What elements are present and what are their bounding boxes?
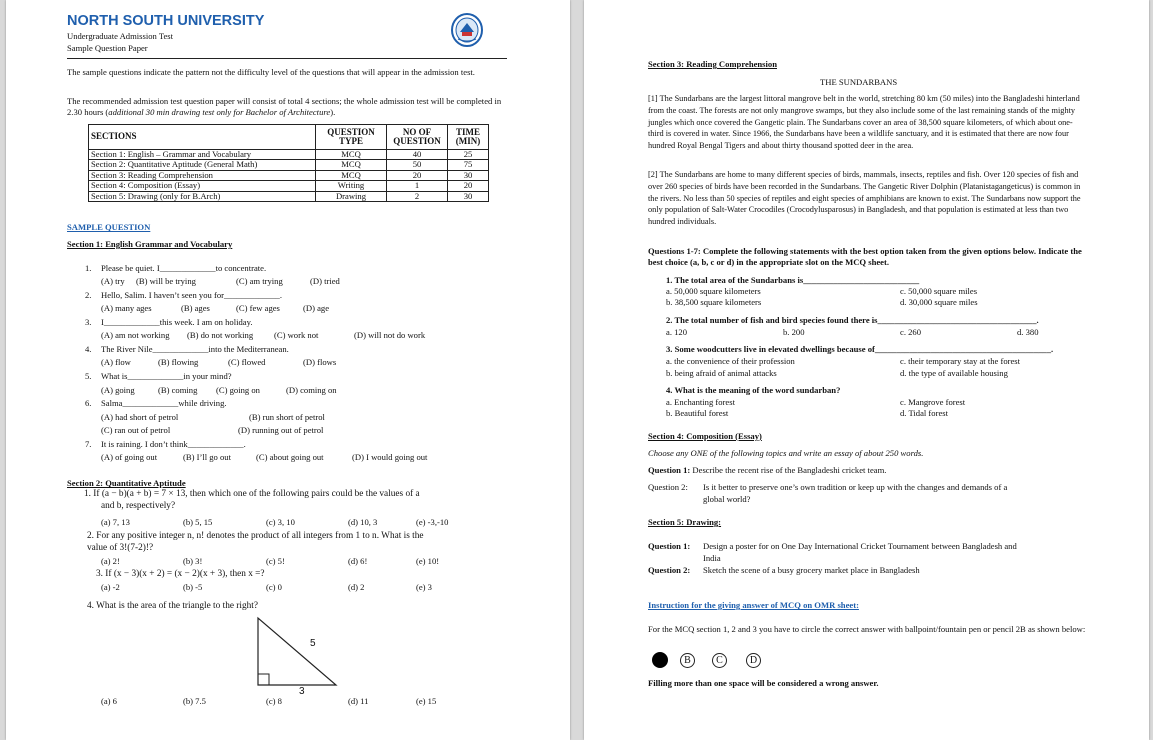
reading-instructions: Questions 1-7: Complete the following statements with the best option taken from the given options below. Indicate the best choice (a, b, c or d) in the appropriate slot on the MCQ sheet. (648, 246, 1082, 267)
table-header-row (89, 125, 489, 150)
subtitle-admission-test: Undergraduate Admission Test (67, 31, 174, 41)
eng-q3-number: 3. (85, 317, 92, 327)
reading-q4-option: b. Beautiful forest (666, 408, 729, 418)
sample-question-heading: SAMPLE QUESTION (67, 222, 151, 232)
eng-q6-option: (C) ran out of petrol (101, 425, 171, 435)
bubble-d-icon: D (746, 653, 761, 668)
eng-q3-option: (C) work not (274, 330, 319, 340)
sections-table (88, 124, 489, 202)
bubble-b-icon: B (680, 653, 695, 668)
eng-q2-option: (D) age (303, 303, 330, 313)
eng-q7-option: (D) I would going out (352, 452, 428, 462)
essay-question-1: Question 1: Describe the recent rise of the Bangladeshi cricket team. (648, 465, 887, 475)
omr-warning: Filling more than one space will be considered a wrong answer. (648, 678, 879, 688)
math-q2-stem: 2. For any positive integer n, n! denotes the product of all integers from 1 to n. What is the (87, 531, 424, 541)
math-q3-option: (d) 2 (348, 582, 365, 592)
reading-q1-stem: 1. The total area of the Sundarbans is___________________________ (666, 275, 920, 285)
reading-q1-option: b. 38,500 square kilometers (666, 297, 762, 307)
university-seal-logo (450, 12, 484, 48)
table-row: Section 4: Composition (Essay) Writing 1 20 (89, 181, 489, 191)
eng-q3-stem: I_____________this week. I am on holiday. (101, 317, 253, 327)
math-q3-option: (a) -2 (101, 582, 120, 592)
math-q4-stem: 4. What is the area of the triangle to the right? (87, 601, 258, 611)
drawing-question-2-label: Question 2: (648, 565, 691, 575)
section2-heading: Section 2: Quantitative Aptitude (67, 478, 186, 488)
section4-heading: Section 4: Composition (Essay) (648, 431, 762, 441)
reading-q2-option: b. 200 (783, 327, 805, 337)
header-question-type: QUESTION TYPE (316, 125, 387, 150)
header-rule (67, 58, 507, 59)
eng-q6-option: (B) run short of petrol (249, 412, 325, 422)
reading-q4-option: a. Enchanting forest (666, 397, 735, 407)
eng-q3-option: (B) do not working (187, 330, 254, 340)
eng-q2-option: (B) ages (181, 303, 210, 313)
omr-instruction-heading: Instruction for the giving answer of MCQ on OMR sheet: (648, 600, 859, 610)
eng-q5-option: (A) going (101, 385, 135, 395)
table-row: Section 3: Reading Comprehension MCQ 20 30 (89, 170, 489, 180)
eng-q7-option: (A) of going out (101, 452, 158, 462)
math-q1-stem: 1. If (a − b)(a + b) = 7 × 13, then which one of the following pairs could be the values of a (84, 489, 420, 499)
math-q4-option: (e) 15 (416, 696, 437, 706)
intro-paragraph-2: The recommended admission test question paper will consist of total 4 sections; the whole admission test will be completed in 2.30 hours (additional 30 min drawing test only for Bachelor of Architecture). (67, 96, 502, 117)
eng-q4-option: (B) flowing (158, 357, 199, 367)
essay-question-2: Is it better to preserve one’s own tradition or keep up with the changes and demands of a (703, 482, 1008, 492)
math-q3-option: (b) -5 (183, 582, 203, 592)
eng-q3-option: (A) am not working (101, 330, 170, 340)
reading-q1-option: c. 50,000 square miles (900, 286, 978, 296)
eng-q1-stem: Please be quiet. I_____________to concentrate. (101, 263, 267, 273)
subtitle-sample-paper: Sample Question Paper (67, 43, 148, 53)
math-q3-option: (e) 3 (416, 582, 432, 592)
section3-heading: Section 3: Reading Comprehension (648, 59, 777, 69)
table-row: Section 2: Quantitative Aptitude (General Math) MCQ 50 75 (89, 160, 489, 170)
reading-q1-option: d. 30,000 square miles (900, 297, 978, 307)
math-q4-option: (b) 7.5 (183, 696, 206, 706)
reading-q3-option: a. the convenience of their profession (666, 356, 795, 366)
drawing-question-2: Sketch the scene of a busy grocery market place in Bangladesh (703, 565, 920, 575)
eng-q7-stem: It is raining. I don’t think_____________. (101, 439, 246, 449)
section4-instructions: Choose any ONE of the following topics and write an essay of about 250 words. (648, 448, 924, 458)
eng-q4-stem: The River Nile_____________into the Mediterranean. (101, 344, 289, 354)
header-no-of-question: NO OF QUESTION (387, 125, 448, 150)
math-q1-option: (c) 3, 10 (266, 517, 295, 527)
math-q1-option: (d) 10, 3 (348, 517, 378, 527)
triangle-hypotenuse-label: 5 (310, 638, 316, 649)
bubble-c-icon: C (712, 653, 727, 668)
reading-q1-option: a. 50,000 square kilometers (666, 286, 761, 296)
eng-q1-option: (C) am trying (236, 276, 283, 286)
triangle-base-label: 3 (299, 686, 305, 697)
intro-paragraph-1: The sample questions indicate the pattern not the difficulty level of the questions that will appear in the admission test. (67, 67, 475, 77)
math-q1-option: (a) 7, 13 (101, 517, 130, 527)
passage-paragraph-2: [2] The Sundarbans are home to many different species of birds, mammals, insects, reptiles and fish. Over 120 species of fish and over 260 species of birds have been recorded in the Sundarbans. The Gangetic River Dolphin (Platanistagangeticus) is common in the rivers. No less than 50 species of reptiles and eight species of amphibians are known to exist. The Sundarbans now support the only population of Salt-Water Crocodiles (Crocodylusparosus) in Bangladesh, and that population is estimated at less than two hundred individuals. (648, 170, 1081, 227)
math-q1-stem-cont: and b, respectively? (101, 501, 176, 511)
math-q2-option: (b) 3! (183, 556, 203, 566)
reading-q3-option: c. their temporary stay at the forest (900, 356, 1021, 366)
eng-q2-number: 2. (85, 290, 92, 300)
drawing-question-1-cont: India (703, 553, 721, 563)
eng-q1-option: (B) will be trying (136, 276, 196, 286)
eng-q3-option: (D) will not do work (354, 330, 426, 340)
eng-q7-number: 7. (85, 439, 92, 449)
eng-q6-stem: Salma_____________while driving. (101, 398, 227, 408)
eng-q5-option: (D) coming on (286, 385, 337, 395)
eng-q5-stem: What is_____________in your mind? (101, 371, 232, 381)
eng-q1-option: (A) try (101, 276, 125, 286)
reading-q4-stem: 4. What is the meaning of the word sundarban? (666, 385, 841, 395)
table-row: Section 1: English – Grammar and Vocabulary MCQ 40 25 (89, 150, 489, 160)
math-q2-stem-cont: value of 3!(7-2)!? (87, 543, 154, 553)
drawing-question-1-label: Question 1: (648, 541, 691, 551)
math-q3-option: (c) 0 (266, 582, 282, 592)
header-time: TIME (MIN) (448, 125, 489, 150)
eng-q1-option: (D) tried (310, 276, 340, 286)
university-title: NORTH SOUTH UNIVERSITY (67, 13, 265, 29)
reading-q4-option: c. Mangrove forest (900, 397, 966, 407)
reading-q3-stem: 3. Some woodcutters live in elevated dwellings because of_________________________________________. (666, 344, 1054, 354)
page-one (6, 0, 570, 740)
eng-q5-number: 5. (85, 371, 92, 381)
reading-q3-option: d. the type of available housing (900, 368, 1008, 378)
eng-q6-number: 6. (85, 398, 92, 408)
math-q1-option: (b) 5, 15 (183, 517, 213, 527)
math-q2-option: (d) 6! (348, 556, 368, 566)
section1-heading: Section 1: English Grammar and Vocabulary (67, 239, 233, 249)
filled-bubble-a-icon (652, 652, 668, 668)
essay-question-2-label: Question 2: (648, 482, 688, 492)
eng-q7-option: (B) I’ll go out (183, 452, 231, 462)
reading-q2-option: c. 260 (900, 327, 922, 337)
eng-q2-option: (A) many ages (101, 303, 152, 313)
eng-q4-option: (A) flow (101, 357, 131, 367)
eng-q2-option: (C) few ages (236, 303, 280, 313)
eng-q4-option: (D) flows (303, 357, 337, 367)
drawing-question-1: Design a poster for on One Day International Cricket Tournament between Bangladesh and (703, 541, 1017, 551)
eng-q2-stem: Hello, Salim. I haven’t seen you for_____________. (101, 290, 282, 300)
essay-question-2-cont: global world? (703, 494, 751, 504)
passage-title: THE SUNDARBANS (820, 77, 898, 87)
math-q1-option: (e) -3,-10 (416, 517, 449, 527)
eng-q4-number: 4. (85, 344, 92, 354)
math-q2-option: (e) 10! (416, 556, 440, 566)
header-sections: SECTIONS (89, 125, 316, 150)
eng-q4-option: (C) flowed (228, 357, 266, 367)
math-q4-option: (d) 11 (348, 696, 369, 706)
eng-q6-option: (D) running out of petrol (238, 425, 324, 435)
reading-q3-option: b. being afraid of animal attacks (666, 368, 777, 378)
math-q3-stem: 3. If (x − 3)(x + 2) = (x − 2)(x + 3), then x =? (96, 569, 265, 579)
eng-q5-option: (B) coming (158, 385, 198, 395)
reading-q2-stem: 2. The total number of fish and bird species found there is_____________________________________. (666, 315, 1039, 325)
math-q2-option: (a) 2! (101, 556, 120, 566)
table-row: Section 5: Drawing (only for B.Arch) Drawing 2 30 (89, 191, 489, 201)
omr-instruction-text: For the MCQ section 1, 2 and 3 you have to circle the correct answer with ballpoint/fountain pen or pencil 2B as shown below: (648, 624, 1086, 634)
reading-q4-option: d. Tidal forest (900, 408, 948, 418)
reading-q2-option: d. 380 (1017, 327, 1039, 337)
eng-q5-option: (C) going on (216, 385, 260, 395)
math-q4-option: (c) 8 (266, 696, 282, 706)
passage-paragraph-1: [1] The Sundarbans are the largest littoral mangrove belt in the world, stretching 80 km (50 miles) into the Bangladeshi hinterland from the coast. The forests are not only mangrove swamps, but they also include some of the last remaining stands of the mighty jungles which once covered the Gangetic plain. The Sundarbans cover an area of 38,500 square kilometers, of which about one-third is covered in water. Since 1966, the Sundarbans have been a wildlife sanctuary, and it is estimated that there are now four hundred Royal Bengal Tigers and about thirty thousand spotted deer in the area. (648, 94, 1080, 151)
page-two (584, 0, 1149, 740)
eng-q6-option: (A) had short of petrol (101, 412, 179, 422)
section5-heading: Section 5: Drawing: (648, 517, 722, 527)
eng-q7-option: (C) about going out (256, 452, 324, 462)
math-q4-option: (a) 6 (101, 696, 117, 706)
reading-q2-option: a. 120 (666, 327, 688, 337)
math-q2-option: (c) 5! (266, 556, 285, 566)
eng-q1-number: 1. (85, 263, 92, 273)
